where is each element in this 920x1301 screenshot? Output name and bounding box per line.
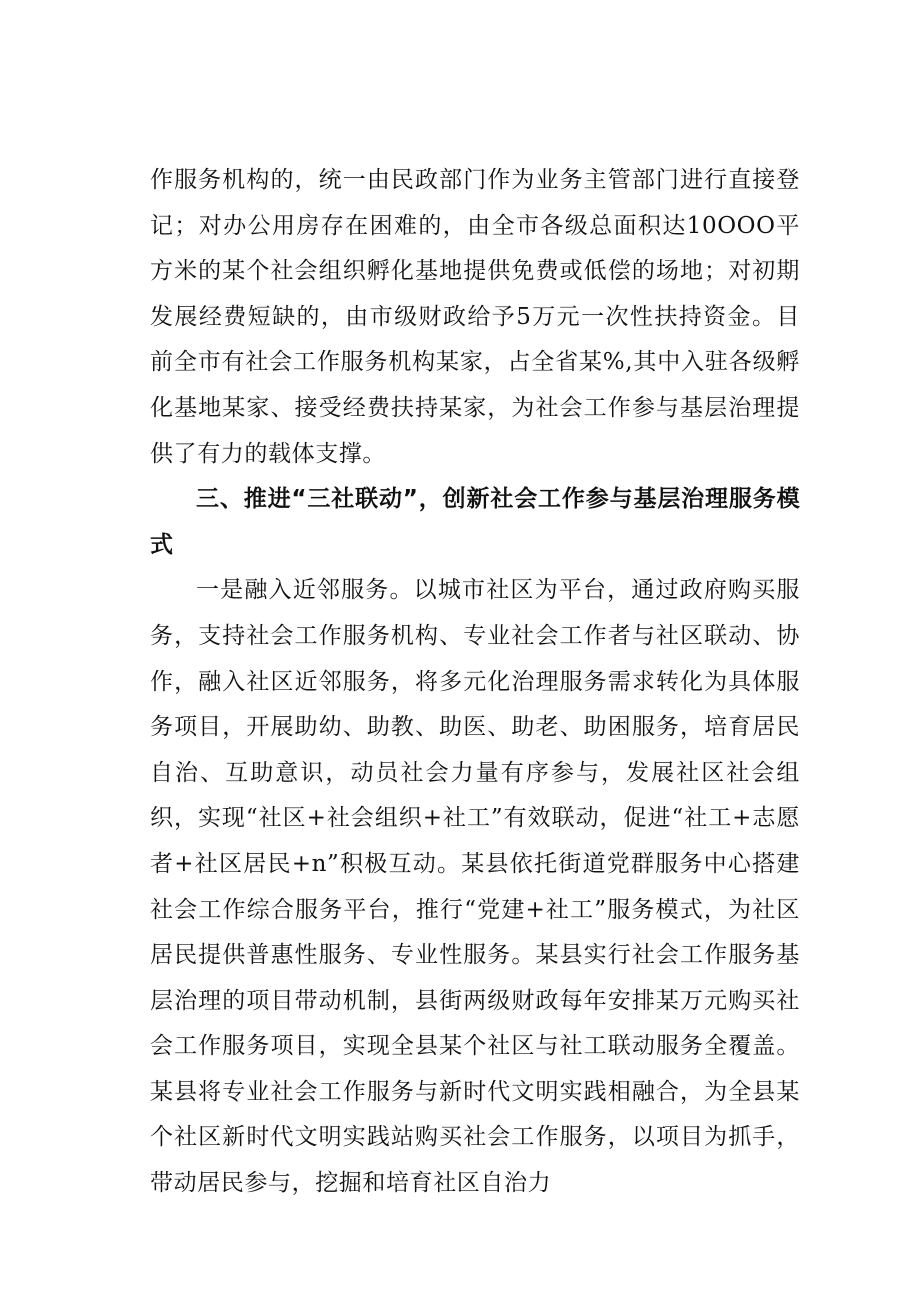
document-body — [150, 158, 800, 1207]
section-heading-three: 三、推进“三社联动”，创新社会工作参与基层治理服务模式 — [150, 486, 800, 558]
paragraph-neighborhood-service: 一是融入近邻服务。以城市社区为平台，通过政府购买服务，支持社会工作服务机构、专业社会工作者与社区联动、协作，融入社区近邻服务，将多元化治理服务需求转化为具体服务项目，开展助幼、助教、助医、助老、助困服务，培育居民自治、互助意识，动员社会力量有序参与，发展社区社会组织，实现“社区+社会组织+社工”有效联动，促进“社工+志愿者+社区居民+n”积极互动。某县依托街道党群服务中心搭建社会工作综合服务平台，推行“党建+社工”服务模式，为社区居民提供普惠性服务、专业性服务。某县实行社会工作服务基层治理的项目带动机制，县街两级财政每年安排某万元购买社会工作服务项目，实现全县某个社区与社工联动服务全覆盖。某县将专业社会工作服务与新时代文明实践相融合，为全县某个社区新时代文明实践站购买社会工作服务，以项目为抓手，带动居民参与，挖掘和培育社区自治力 — [150, 577, 800, 1197]
paragraph-org-registration: 作服务机构的，统一由民政部门作为业务主管部门进行直接登记；对办公用房存在困难的，由全市各级总面积达10OOO平方米的某个社会组织孵化基地提供免费或低偿的场地；对初期发展经费短缺的，由市级财政给予5万元一次性扶持资金。目前全市有社会工作服务机构某家，占全省某%,其中入驻各级孵化基地某家、接受经费扶持某家，为社会工作参与基层治理提供了有力的载体支撑。 — [150, 167, 800, 467]
